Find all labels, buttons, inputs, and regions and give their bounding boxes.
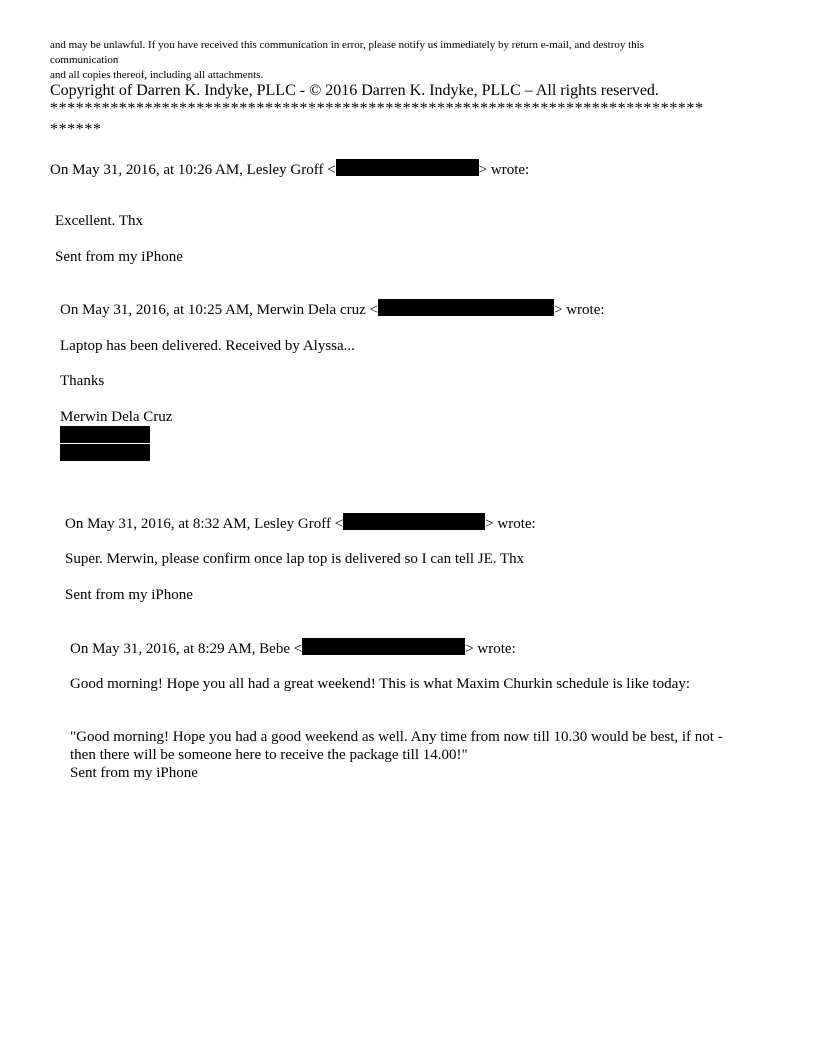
msg3-header-prefix: On May 31, 2016, at 8:32 AM, Lesley Groff < bbox=[65, 516, 344, 532]
msg4-header-suffix: > wrote: bbox=[465, 641, 516, 657]
msg4-header bbox=[70, 638, 516, 658]
msg1-header-prefix: On May 31, 2016, at 10:26 AM, Lesley Groff < bbox=[50, 162, 336, 178]
msg3-header-suffix: > wrote: bbox=[485, 516, 536, 532]
msg2-name: Merwin Dela Cruz bbox=[60, 409, 173, 425]
msg2-header-prefix: On May 31, 2016, at 10:25 AM, Merwin Dela cruz < bbox=[60, 302, 378, 318]
redacted-email bbox=[302, 638, 465, 655]
msg1-body: Excellent. Thx bbox=[55, 213, 144, 229]
msg2-thanks: Thanks bbox=[60, 373, 105, 389]
msg3-signature: Sent from my iPhone bbox=[65, 587, 193, 603]
copyright-notice: Copyright of Darren K. Indyke, PLLC - © 2016 Darren K. Indyke, PLLC – All rights reserved. bbox=[50, 82, 659, 99]
msg2-header bbox=[60, 299, 605, 319]
disclaimer-line-2: communication bbox=[50, 54, 119, 66]
msg1-header-suffix: > wrote: bbox=[478, 162, 530, 178]
redacted-email bbox=[378, 299, 554, 316]
disclaimer-line-3: and all copies thereof, including all attachments. bbox=[50, 69, 264, 81]
separator-stars-tail: ****** bbox=[50, 121, 102, 138]
msg4-quote: "Good morning! Hope you had a good weekend as well. Any time from now till 10.30 would be best, if not - then there will be someone here to receive the package till 14.00!" bbox=[70, 729, 723, 763]
msg4-body: Good morning! Hope you all had a great weekend! This is what Maxim Churkin schedule is like today: bbox=[70, 676, 691, 692]
msg4-signature: Sent from my iPhone bbox=[70, 765, 198, 781]
msg1-header bbox=[50, 159, 529, 179]
msg2-body: Laptop has been delivered. Received by Alyssa... bbox=[60, 338, 355, 354]
msg3-header bbox=[65, 513, 536, 533]
redacted-email bbox=[336, 159, 479, 176]
msg1-signature: Sent from my iPhone bbox=[55, 249, 183, 265]
redacted-contact-line bbox=[60, 444, 150, 461]
separator-stars: **************************************************************************** bbox=[50, 100, 704, 117]
msg2-header-suffix: > wrote: bbox=[554, 302, 605, 318]
msg4-header-prefix: On May 31, 2016, at 8:29 AM, Bebe < bbox=[70, 641, 303, 657]
redacted-email bbox=[343, 513, 485, 530]
msg3-body: Super. Merwin, please confirm once lap top is delivered so I can tell JE. Thx bbox=[65, 551, 525, 567]
disclaimer-line-1: and may be unlawful. If you have received this communication in error, please notify us immediately by return e-mail, and destroy this bbox=[50, 39, 644, 51]
redacted-contact-line bbox=[60, 426, 150, 443]
